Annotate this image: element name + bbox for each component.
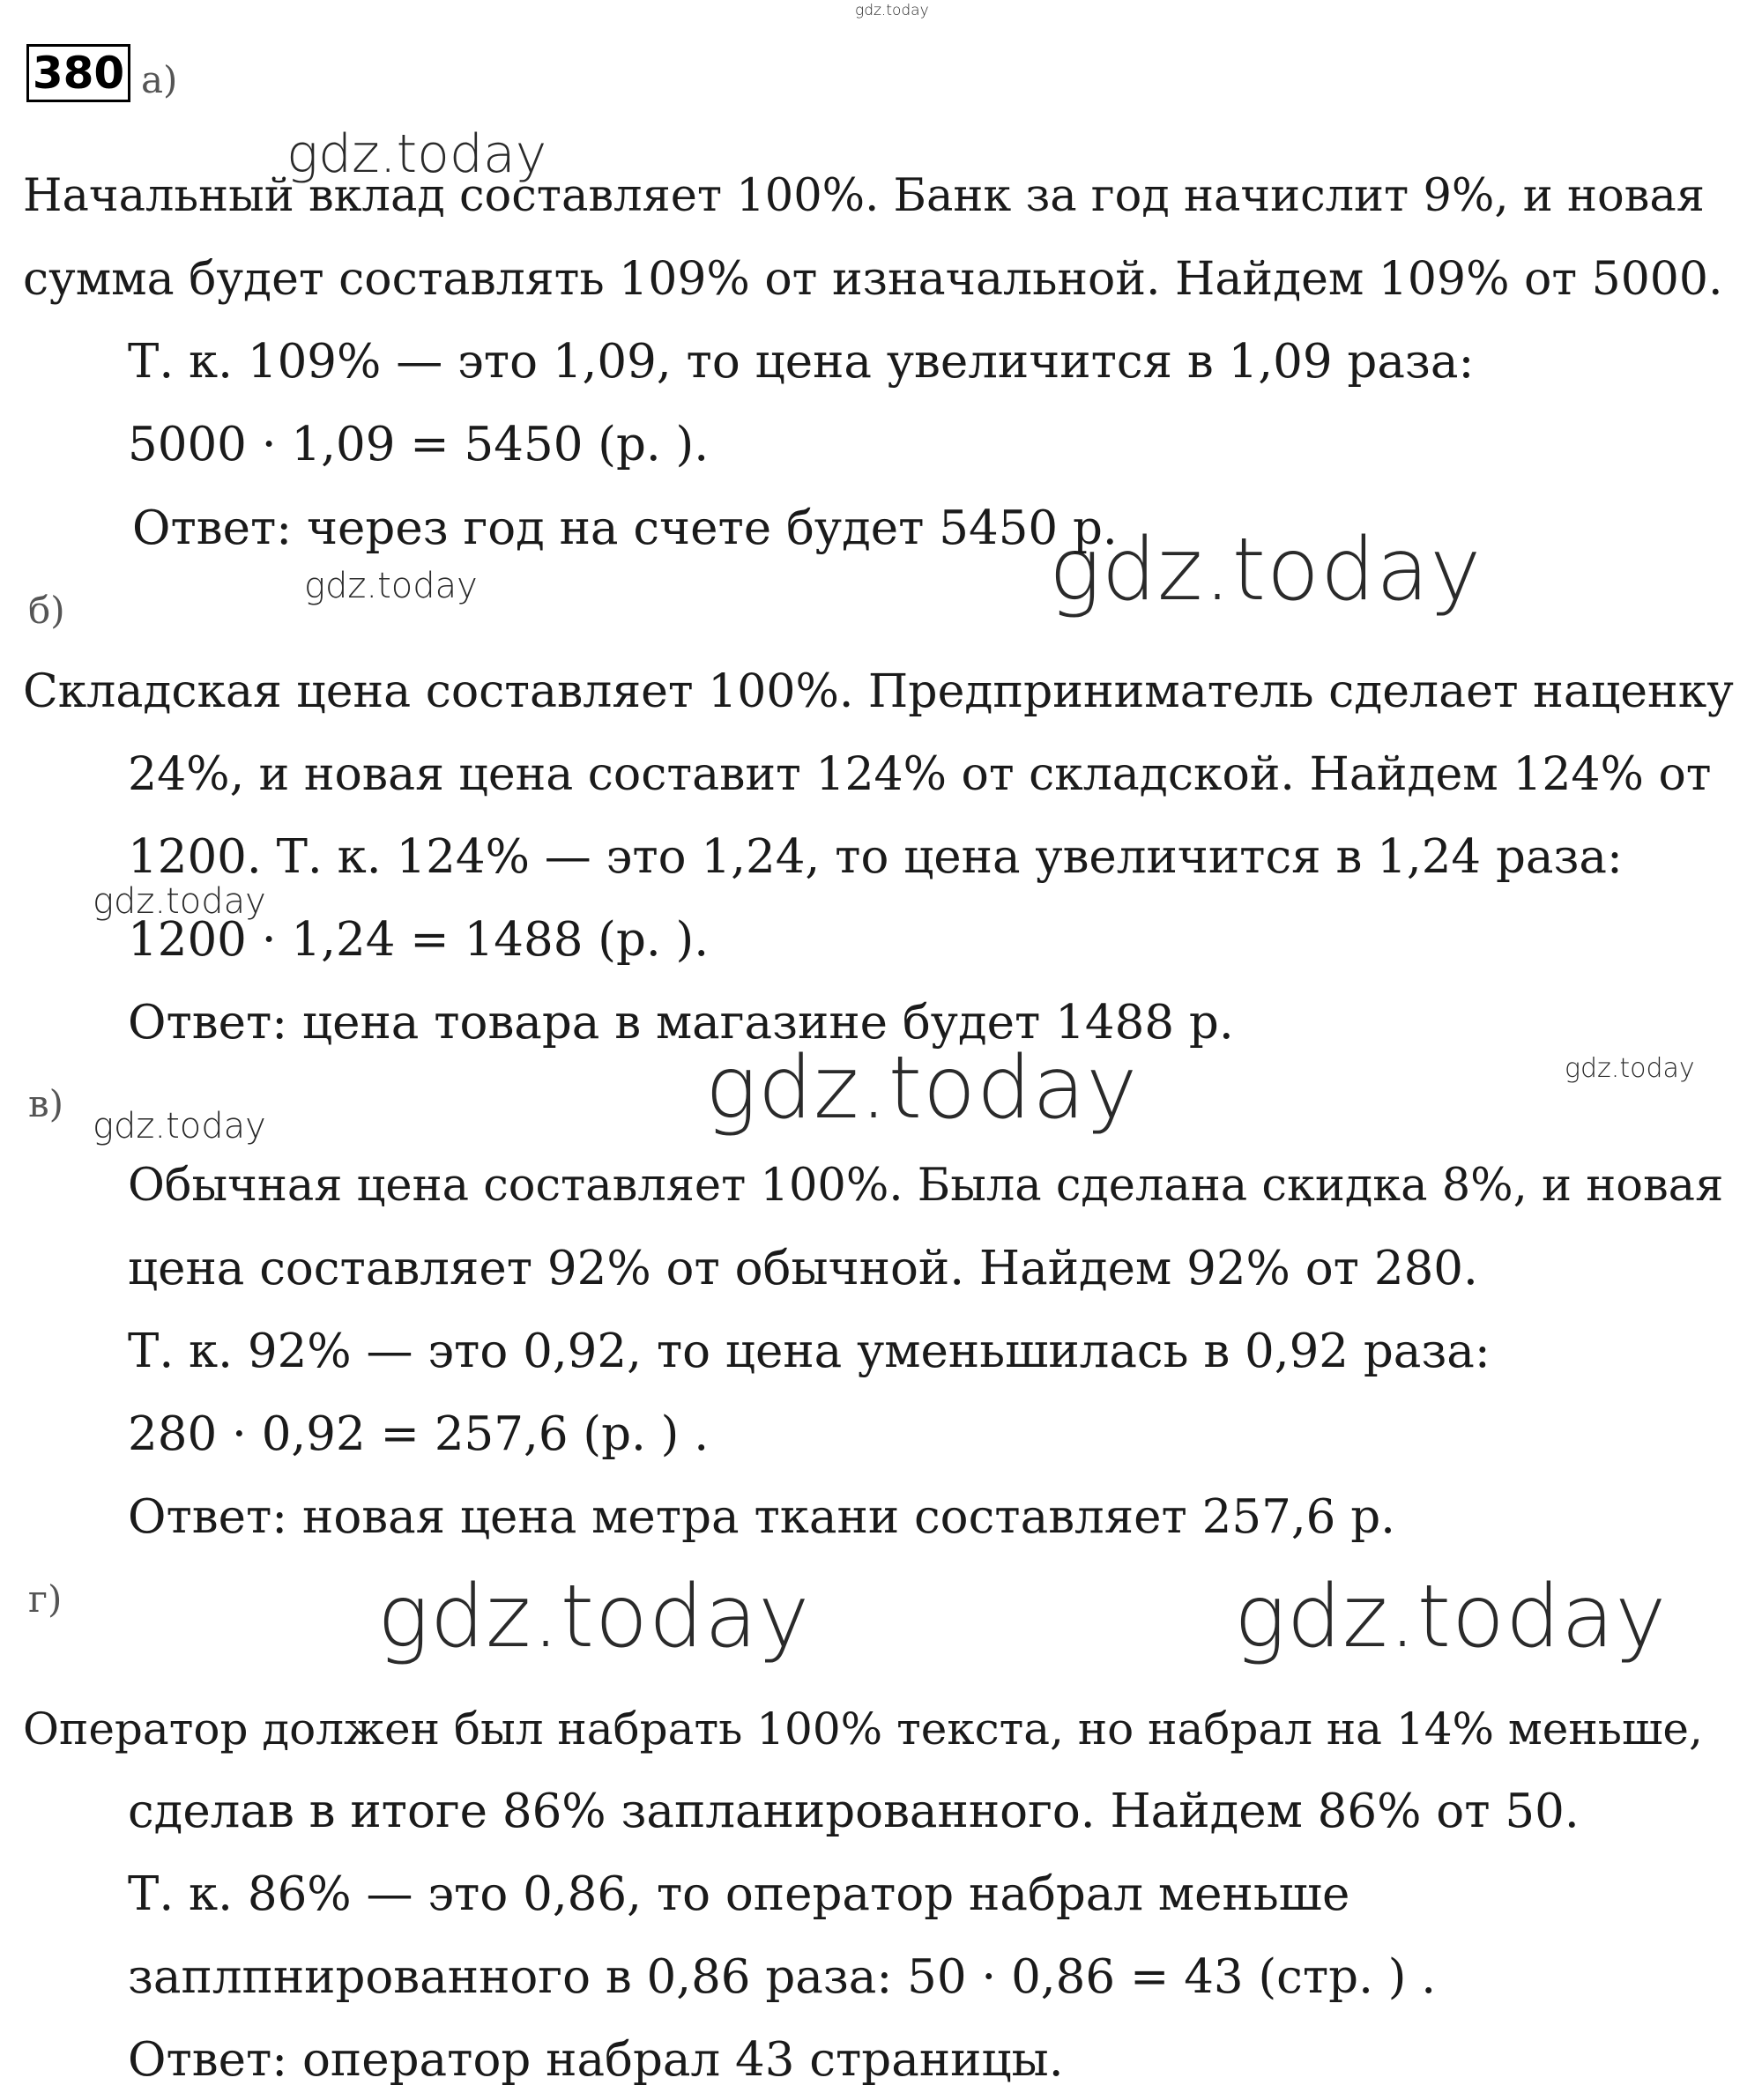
- part-v-answer: Ответ: новая цена метра ткани составляет 257,6 р.: [128, 1490, 1396, 1544]
- part-label-g: г): [28, 1577, 63, 1621]
- part-label-a: а): [141, 58, 178, 101]
- watermark: gdz.today: [377, 1567, 811, 1667]
- part-v-line-2: цена составляет 92% от обычной. Найдем 92% от 280.: [128, 1242, 1478, 1295]
- watermark: gdz.today: [1049, 520, 1483, 620]
- part-a-line-1: Начальный вклад составляет 100%. Банк за год начислит 9%, и новая: [23, 170, 1705, 222]
- watermark: gdz.today: [1234, 1567, 1668, 1667]
- part-b-line-2: 24%, и новая цена составит 124% от складской. Найдем 124% от: [128, 748, 1712, 801]
- watermark: gdz.today: [1565, 1053, 1695, 1084]
- watermark: gdz.today: [286, 123, 547, 185]
- part-g-line-1: Оператор должен был набрать 100% текста, но набрал на 14% меньше,: [23, 1703, 1703, 1755]
- watermark: gdz.today: [93, 881, 266, 922]
- part-a-line-4: 5000 · 1,09 = 5450 (р. ).: [128, 418, 710, 471]
- part-v-line-3: Т. к. 92% — это 0,92, то цена уменьшилась в 0,92 раза:: [128, 1325, 1491, 1378]
- part-g-line-4: заплпнированного в 0,86 раза: 50 · 0,86 = 43 (стр. ) .: [128, 1950, 1437, 2004]
- part-b-answer: Ответ: цена товара в магазине будет 1488 р.: [128, 996, 1234, 1050]
- part-g-line-2: сделав в итоге 86% запланированного. Найдем 86% от 50.: [128, 1785, 1580, 1838]
- watermark: gdz.today: [93, 1106, 266, 1146]
- part-v-line-4: 280 · 0,92 = 257,6 (р. ) .: [128, 1407, 710, 1461]
- part-label-v: в): [28, 1082, 64, 1125]
- part-b-line-1: Складская цена составляет 100%. Предприниматель сделает наценку: [23, 665, 1734, 718]
- part-b-line-4: 1200 · 1,24 = 1488 (р. ).: [128, 913, 710, 967]
- part-b-line-3: 1200. Т. к. 124% — это 1,24, то цена увеличится в 1,24 раза:: [128, 830, 1623, 884]
- part-label-b: б): [28, 589, 65, 632]
- part-g-line-3: Т. к. 86% — это 0,86, то оператор набрал меньше: [128, 1867, 1350, 1921]
- part-a-answer: Ответ: через год на счете будет 5450 р.: [132, 501, 1118, 555]
- watermark: gdz.today: [304, 566, 478, 606]
- part-a-line-3: Т. к. 109% — это 1,09, то цена увеличится в 1,09 раза:: [128, 335, 1475, 389]
- part-g-answer: Ответ: оператор набрал 43 страницы.: [128, 2033, 1064, 2087]
- part-v-line-1: Обычная цена составляет 100%. Была сделана скидка 8%, и новая: [128, 1160, 1724, 1212]
- watermark-top: gdz.today: [855, 2, 929, 19]
- part-a-line-2: сумма будет составлять 109% от изначальной. Найдем 109% от 5000.: [23, 253, 1723, 306]
- problem-number: 380: [26, 44, 130, 102]
- watermark: gdz.today: [705, 1038, 1139, 1139]
